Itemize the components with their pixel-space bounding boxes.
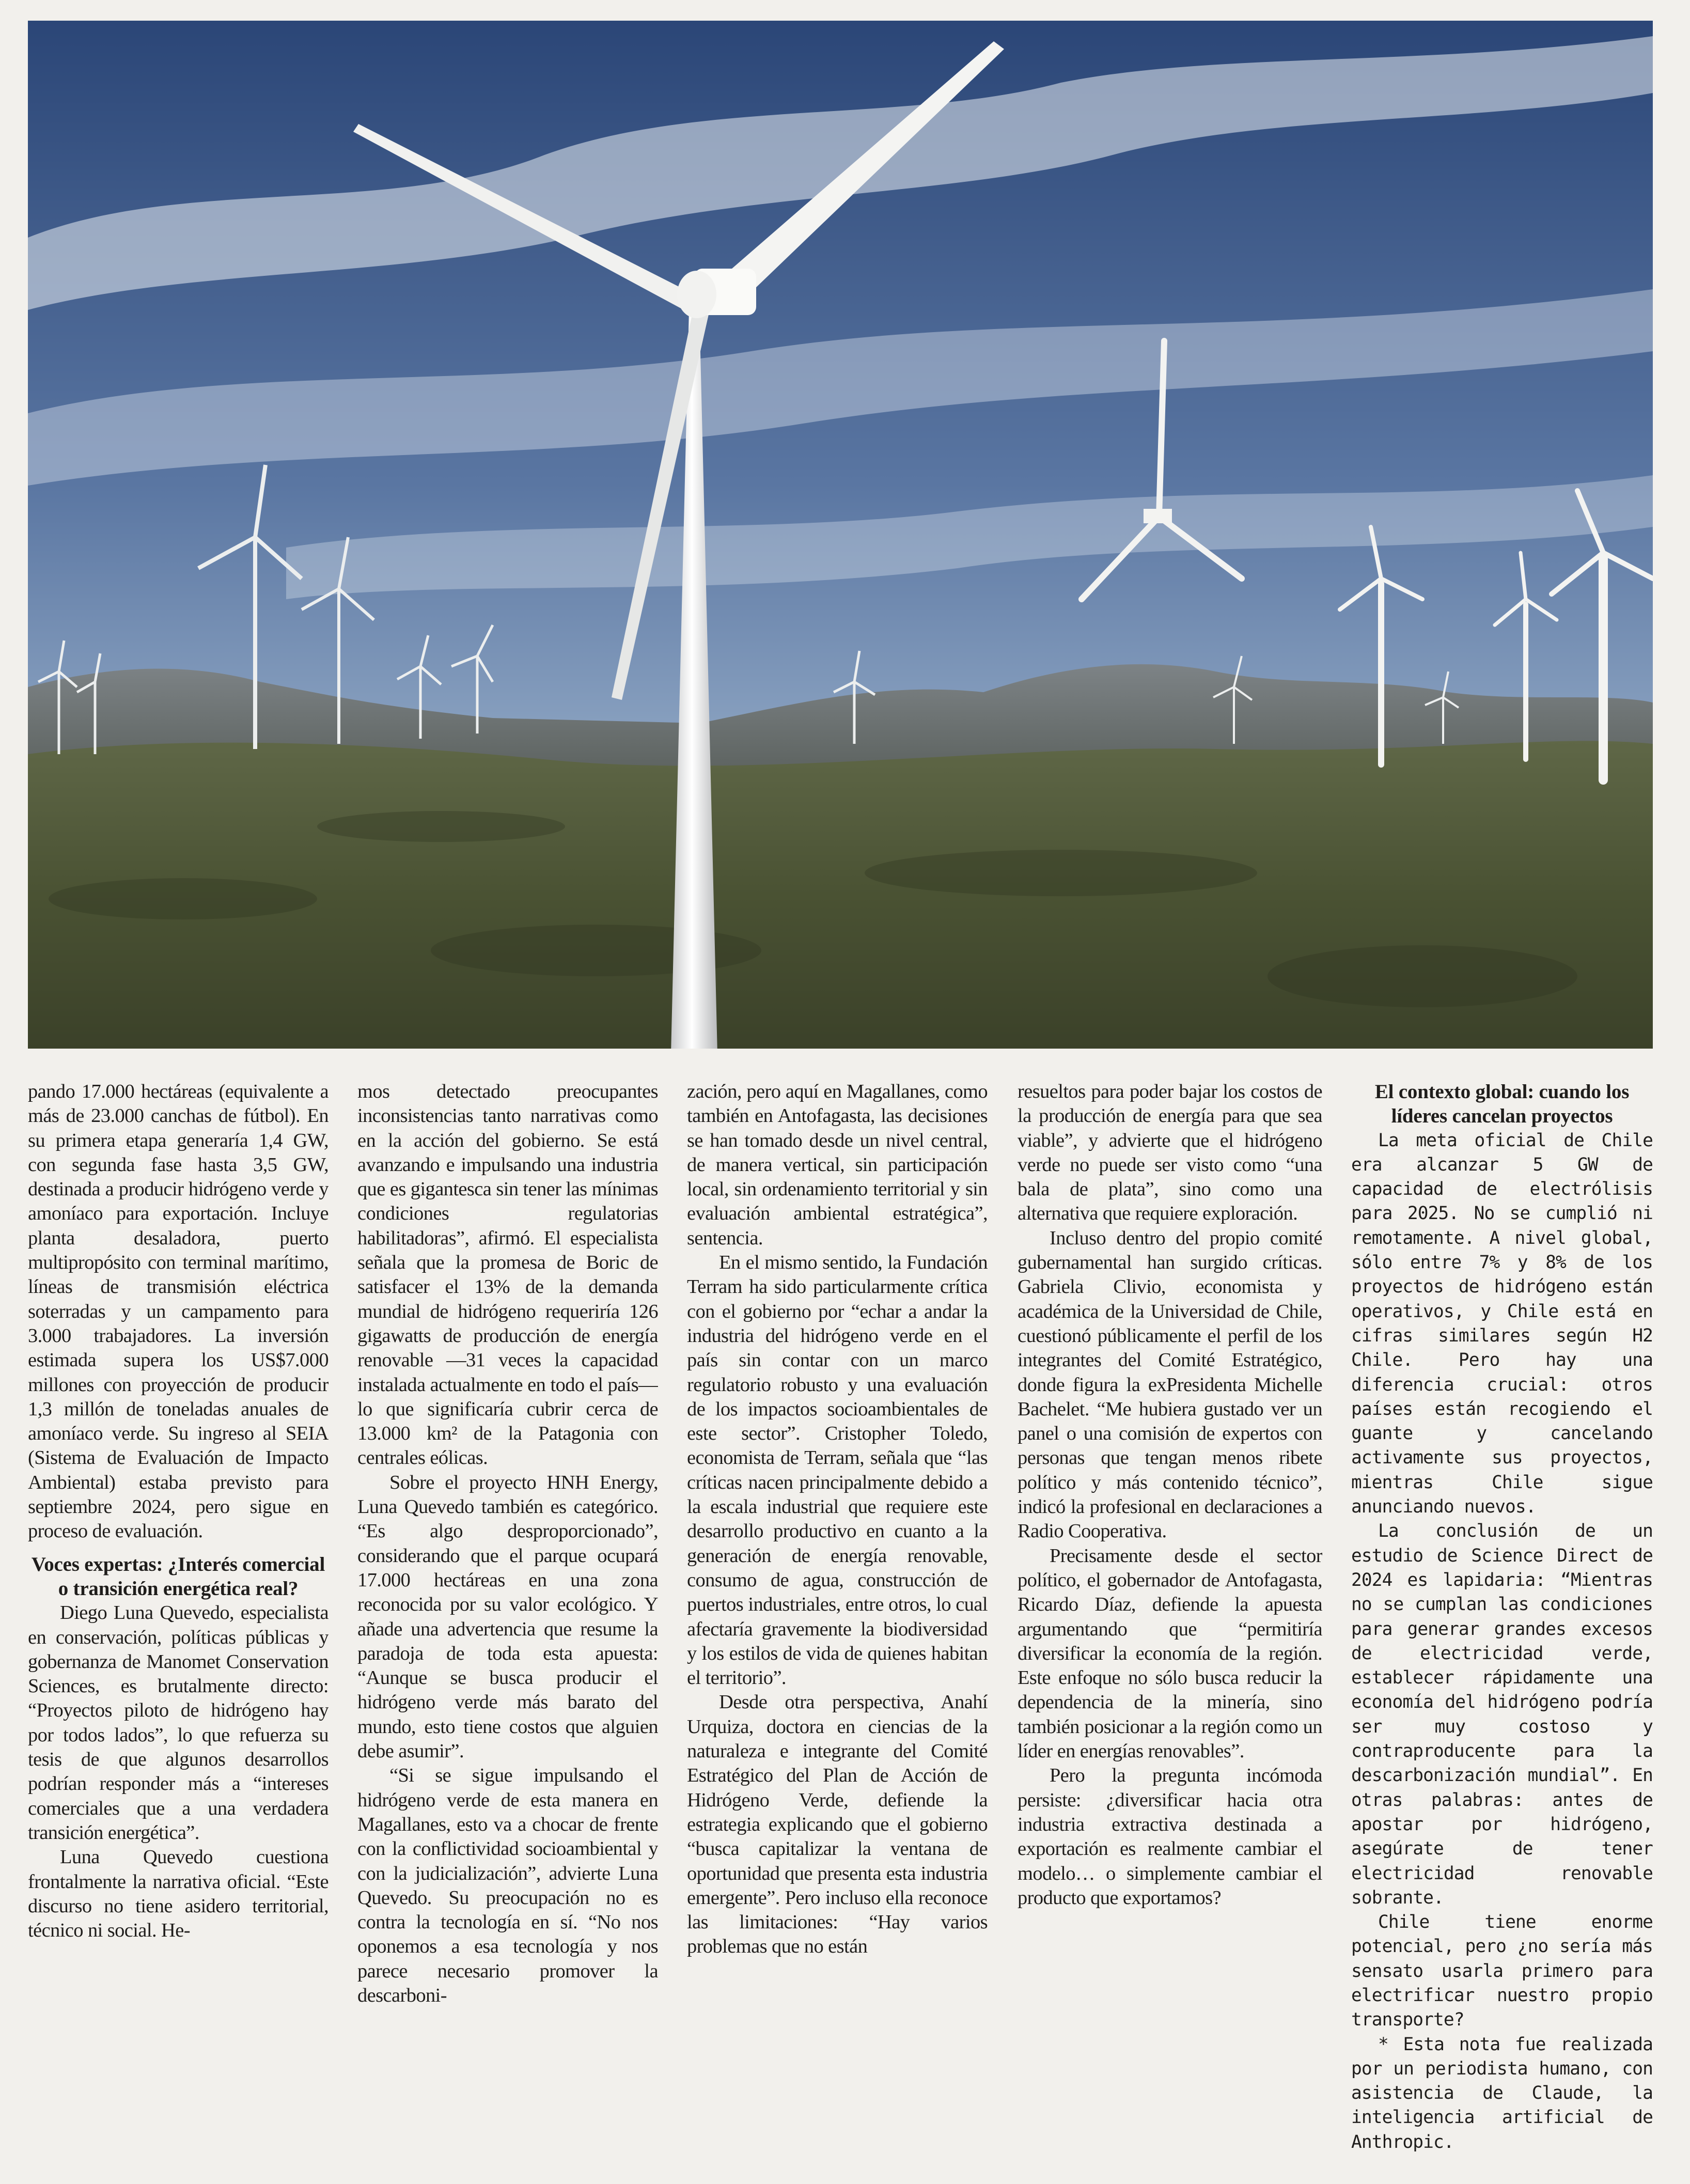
paragraph: mos detectado preocupantes inconsistencias tanto narrativas como en la acción del gobierno. Se está avanzando e impulsando una industria que es gigantesca sin tener las mínimas condiciones regulatorias habilitadoras”, afirmó. El especialista señala que la promesa de Boric de satisfacer el 13% de la demanda mundial de hidrógeno requeriría 126 gigawatts de producción de energía renovable —31 veces la capacidad instalada actualmente en todo el país— lo que significaría cubrir cerca de 13.000 km² de la Patagonia con centrales eólicas. xyxy=(357,1081,658,1469)
paragraph: La meta oficial de Chile era alcanzar 5 GW de capacidad de electrólisis para 2025. No se cumplió ni remotamente. A nivel global, sólo entre 7% y 8% de los proyectos de hidrógeno están operativos, y Chile está en cifras similares según H2 Chile. Pero hay una diferencia crucial: otros países están recogiendo el guante y cancelando activamente sus proyectos, mientras Chile sigue anunciando nuevos. xyxy=(1351,1130,1653,1518)
author-note: * Esta nota fue realizada por un periodista humano, con asistencia de Claude, la inteligencia artificial de Anthropic. xyxy=(1351,2034,1653,2152)
paragraph: Diego Luna Quevedo, especialista en conservación, políticas públicas y gobernanza de Manomet Conservation Sciences, es brutalmente directo: “Proyectos piloto de hidrógeno hay por todos lados”, lo que refuerza su tesis de que algunos desarrollos podrían responder más a “intereses comerciales que a una verdadera transición energética”. xyxy=(28,1602,328,1844)
paragraph: Incluso dentro del propio comité gubernamental han surgido críticas. Gabriela Clivio, economista y académica de la Universidad de Chile, cuestionó públicamente el perfil de los integrantes del Comité Estratégico, donde figura la exPresidenta Michelle Bachelet. “Me hubiera gustado ver un panel o una comisión de expertos con personas que tengan menos ribete político y más contenido técnico”, indicó la profesional en declaraciones a Radio Cooperativa. xyxy=(1018,1227,1322,1542)
paragraph: Precisamente desde el sector político, el gobernador de Antofagasta, Ricardo Díaz, defiende la apuesta argumentando que “permitiría diversificar la economía de la región. Este enfoque no sólo busca reducir la dependencia de la minería, sino también posicionar a la región como un líder en energías renovables”. xyxy=(1018,1545,1322,1762)
paragraph: “Si se sigue impulsando el hidrógeno verde de esta manera en Magallanes, esto va a chocar de frente con la conflictividad socioambiental y con la judicialización”, advierte Luna Quevedo. Su preocupación no es contra la tecnología en sí. “No nos oponemos a esa tecnología y nos parece necesario promover la descarboni- xyxy=(357,1765,658,2006)
article-column-5 xyxy=(1351,1080,1653,2159)
paragraph: La conclusión de un estudio de Science Direct de 2024 es lapidaria: “Mientras no se cumplan las condiciones para generar grandes excesos de electricidad verde, establecer rápidamente una economía del hidrógeno podría ser muy costoso y contraproducente para la descarbonización mundial”. En otras palabras: antes de apostar por hidrógeno, asegúrate de tener electricidad renovable sobrante. xyxy=(1351,1521,1653,1908)
article-column-1 xyxy=(28,1080,328,2159)
paragraph: Chile tiene enorme potencial, pero ¿no sería más sensato usarla primero para electrificar nuestro propio transporte? xyxy=(1351,1912,1653,2031)
paragraph: resueltos para poder bajar los costos de la producción de energía para que sea viable”, y advierte que el hidrógeno verde no puede ser visto como “una bala de plata”, sino como una alternativa que requiere exploración. xyxy=(1018,1081,1322,1225)
section-heading-voces-expertas: Voces expertas: ¿Interés comercial o transición energética real? xyxy=(31,1553,325,1600)
article-column-3 xyxy=(687,1080,988,2159)
paragraph: Luna Quevedo cuestiona frontalmente la narrativa oficial. “Este discurso no tiene asidero territorial, técnico ni social. He- xyxy=(28,1846,328,1942)
paragraph: Desde otra perspectiva, Anahí Urquiza, doctora en ciencias de la naturaleza e integrante del Comité Estratégico del Plan de Acción de Hidrógeno Verde, defiende la estrategia explicando que el gobierno “busca capitalizar la ventana de oportunidad que presenta esta industria emergente”. Pero incluso ella reconoce las limitaciones: “Hay varios problemas que no están xyxy=(687,1691,988,1958)
wind-turbines-photo xyxy=(28,21,1653,1049)
wind-farm-illustration xyxy=(28,21,1653,1049)
paragraph: Pero la pregunta incómoda persiste: ¿diversificar hacia otra industria extractiva destinada a exportación es realmente cambiar el modelo… o simplemente cambiar el producto que exportamos? xyxy=(1018,1765,1322,1909)
paragraph: Sobre el proyecto HNH Energy, Luna Quevedo también es categórico. “Es algo desproporcionado”, considerando que el parque ocupará 17.000 hectáreas en una zona reconocida por su valor ecológico. Y añade una advertencia que resume la paradoja de toda esta apuesta: “Aunque se busca producir el hidrógeno verde más barato del mundo, esto tiene costos que alguien debe asumir”. xyxy=(357,1471,658,1762)
section-heading-contexto-global: El contexto global: cuando los líderes cancelan proyectos xyxy=(1374,1081,1630,1128)
paragraph: pando 17.000 hectáreas (equivalente a más de 23.000 canchas de fútbol). En su primera etapa generaría 1,4 GW, con segunda fase hasta 3,5 GW, destinada a producir hidrógeno verde y amoníaco para exportación. Incluye planta desaladora, puerto multipropósito con terminal marítimo, líneas de transmisión eléctrica soterradas y un campamento para 3.000 trabajadores. La inversión estimada supera los US$7.000 millones con proyección de producir 1,3 millón de toneladas anuales de amoníaco verde. Su ingreso al SEIA (Sistema de Evaluación de Impacto Ambiental) estaba previsto para septiembre 2024, pero sigue en proceso de evaluación. xyxy=(28,1081,328,1542)
paragraph: En el mismo sentido, la Fundación Terram ha sido particularmente crítica con el gobierno por “echar a andar la industria del hidrógeno verde en el país sin contar con un marco regulatorio robusto y una evaluación de los impactos socioambientales de este sector”. Cristopher Toledo, economista de Terram, señala que “las críticas nacen principalmente debido a la escala industrial que requiere este desarrollo productivo en cuanto a la generación de energía renovable, consumo de agua, construcción de puertos industriales, entre otros, lo cual afectaría gravemente la biodiversidad y los estilos de vida de quienes habitan el territorio”. xyxy=(687,1252,988,1689)
article-column-2 xyxy=(357,1080,658,2159)
paragraph: zación, pero aquí en Magallanes, como también en Antofagasta, las decisiones se han tomado desde un nivel central, de manera vertical, sin participación local, sin ordenamiento territorial y sin evaluación ambiental estratégica”, sentencia. xyxy=(687,1081,988,1249)
article-column-4 xyxy=(1018,1080,1322,2159)
